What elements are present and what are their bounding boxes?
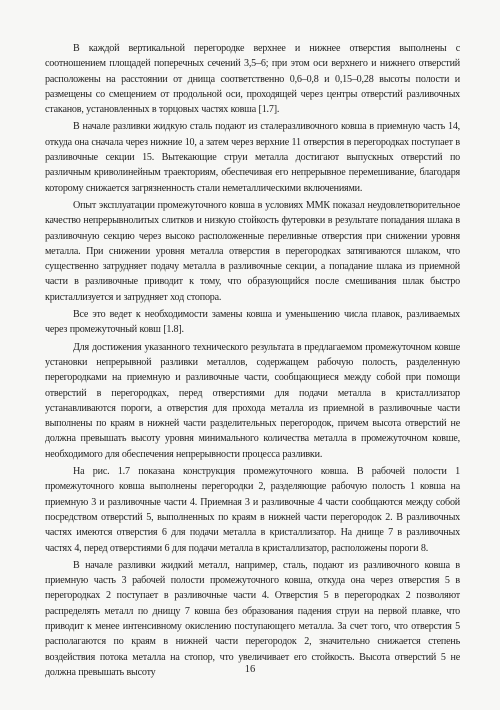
paragraph: В каждой вертикальной перегородке верхнее и нижнее отверстия выполнены с соотношением площадей поперечных сечений 3,5–6; при этом оси верхнего и нижнего отверстий расположены на расстоянии от днища соответственно 0,6–0,8 и 0,15–0,28 высоты полости и размещены со смещением от продольной оси, проходящей через центры отверстий разливочных стаканов, установленных в торцовых частях ковша [1.7]. [45, 43, 460, 116]
paragraph: Для достижения указанного технического результата в предлагаемом промежуточном ковше установки непрерывной разливки металлов, содержащем рабочую полость, разделенную перегородками на приемную и разливочные части, сообщающиеся между собой при помощи отверстий в перегородках, перед отверстиями для подачи металла в кристаллизатор устанавливаются пороги, а отверстия для прохода металла из приемной в разливочные части выполнены по краям в нижней части разделительных перегородок, причем высота отверстий не должна превышать высоту уровня минимального количества металла в промежуточном ковше, необходимого для обеспечения непрерывности процесса разливки. [45, 341, 460, 460]
paragraph: Опыт эксплуатации промежуточного ковша в условиях ММК показал неудовлетворительное качество непрерывнолитых слитков и низкую стойкость футеровки в результате попадания шлака в разливочную секцию через высоко расположенные переливные отверстия при снижении уровня металла. При снижении уровня металла отверстия в перегородках затягиваются шлаком, что существенно затрудняет подачу металла в разливочные секции, а попадание шлака из приемной части в разливочные приводит к тому, что образующийся после смешивания шлак быстро кристаллизуется и затрудняет ход стопора. [45, 199, 460, 303]
paragraph: В начале разливки жидкую сталь подают из сталеразливочного ковша в приемную часть 14, откуда она сначала через нижние 10, а затем через верхние 11 отверстия в перегородках поступает в разливочные секции 15. Вытекающие струи металла достигают выпускных отверстий по различным криволинейным траекториям, обеспечивая его непрерывное перемешивание, благодаря которому снижается загрязненность стали неметаллическими включениями. [45, 121, 460, 194]
paragraph: В начале разливки жидкий металл, например, сталь, подают из разливочного ковша в приемную часть 3 рабочей полости промежуточного ковша, откуда она через отверстия 5 в перегородках 2 поступает в разливочные части 4. Отверстия 5 в перегородках 2 позволяют распределять металл по днищу 7 ковша без образования падения струи на первой плавке, что приводит к менее интенсивному окислению поступающего металла. За счет того, что отверстия 5 располагаются по краям в нижней части перегородок 2, значительно снижается степень воздействия потока металла на стопор, что увеличивает его стойкость. Высота отверстий 5 не должна превышать высоту [45, 559, 460, 678]
page-number: 16 [244, 664, 256, 675]
paragraph: Все это ведет к необходимости замены ковша и уменьшению числа плавок, разливаемых через промежуточный ковш [1.8]. [45, 309, 460, 336]
paragraph: На рис. 1.7 показана конструкция промежуточного ковша. В рабочей полости 1 промежуточного ковша выполнены перегородки 2, разделяющие рабочую полость 1 ковша на приемную 3 и разливочные части 4. Приемная 3 и разливочные 4 части сообщаются между собой посредством отверстий 5, выполненных по краям в нижней части перегородок 2. В разливочных частях имеются отверстия 6 для подачи металла в кристаллизатор. На днище 7 в разливочных частях 4, перед отверстиями 6 для подачи металла в кристаллизатор, расположены пороги 8. [45, 466, 460, 554]
